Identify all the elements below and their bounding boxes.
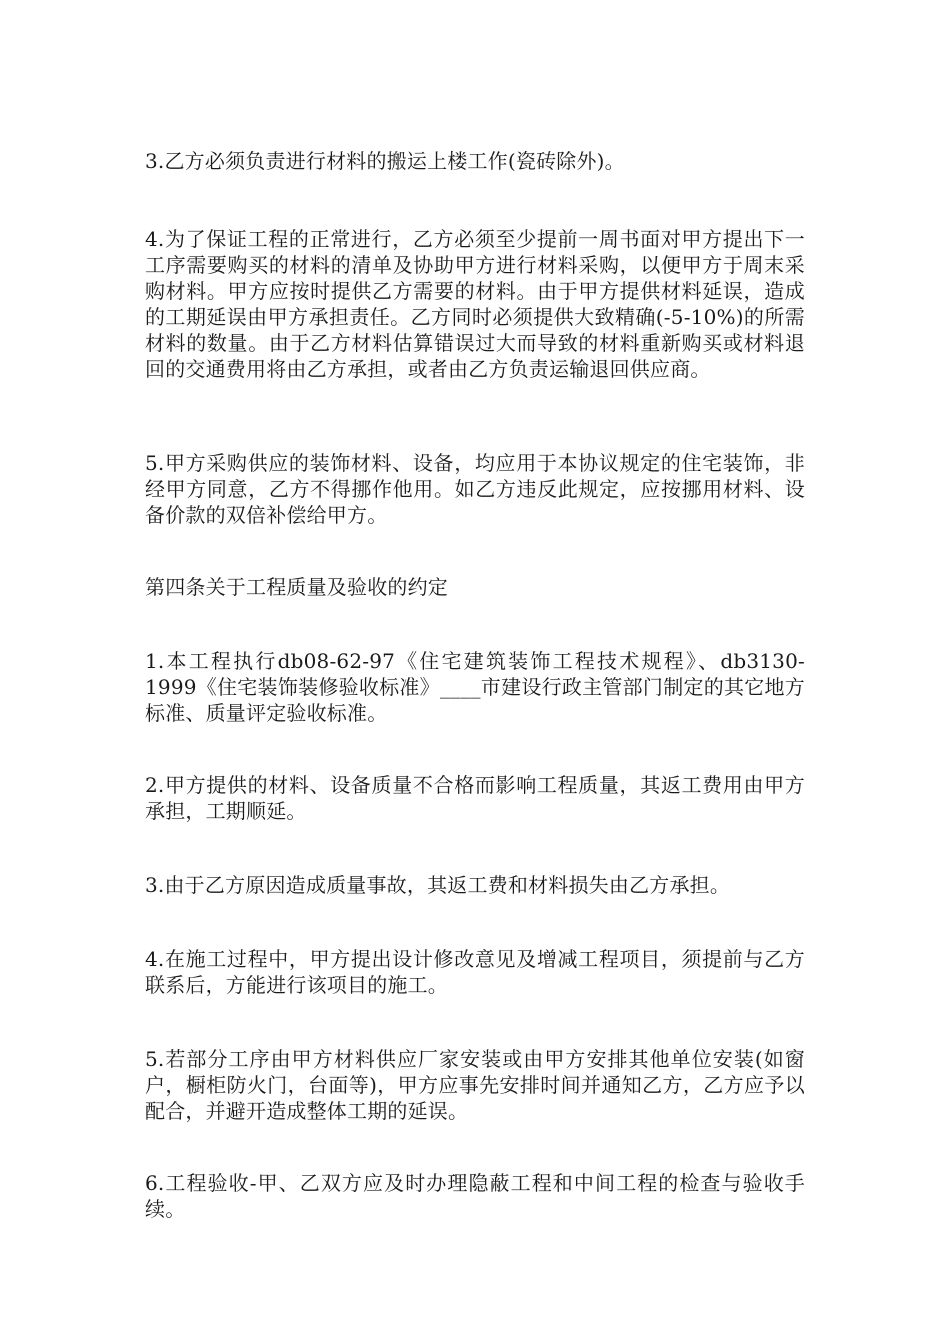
article-4-clause-3-quality: 3.由于乙方原因造成质量事故，其返工费和材料损失由乙方承担。 — [145, 873, 731, 897]
clause-4-material-purchase: 4.为了保证工程的正常进行，乙方必须至少提前一周书面对甲方提出下一工序需要购买的材料的清单及协助甲方进行材料采购，以便甲方于周末采购材料。甲方应按时提供乙方需要的材料。由于甲方提供材料延误，造成的工期延误由甲方承担责任。乙方同时必须提供大致精确(-5-10%)的所需材料的数量。由于乙方材料估算错误过大而导致的材料重新购买或材料退回的交通费用将由乙方承担，或者由乙方负责运输退回供应商。 — [145, 227, 805, 381]
article-4-heading: 第四条关于工程质量及验收的约定 — [145, 575, 448, 599]
clause-5-material-usage: 5.甲方采购供应的装饰材料、设备，均应用于本协议规定的住宅装饰，非经甲方同意，乙方不得挪作他用。如乙方违反此规定，应按挪用材料、设备价款的双倍补偿给甲方。 — [145, 451, 805, 527]
article-4-clause-1-standards: 1.本工程执行db08-62-97《住宅建筑装饰工程技术规程》、db3130-1999《住宅装饰装修验收标准》____市建设行政主管部门制定的其它地方标准、质量评定验收标准。 — [145, 649, 805, 725]
article-4-clause-6-acceptance: 6.工程验收-甲、乙双方应及时办理隐蔽工程和中间工程的检查与验收手续。 — [145, 1171, 805, 1221]
article-4-clause-4-design-change: 4.在施工过程中，甲方提出设计修改意见及增减工程项目，须提前与乙方联系后，方能进行该项目的施工。 — [145, 947, 805, 997]
article-4-clause-2-rework: 2.甲方提供的材料、设备质量不合格而影响工程质量，其返工费用由甲方承担，工期顺延。 — [145, 773, 805, 823]
article-4-clause-5-installation: 5.若部分工序由甲方材料供应厂家安装或由甲方安排其他单位安装(如窗户，橱柜防火门，台面等)，甲方应事先安排时间并通知乙方，乙方应予以配合，并避开造成整体工期的延误。 — [145, 1047, 805, 1123]
clause-3-material-carrying: 3.乙方必须负责进行材料的搬运上楼工作(瓷砖除外)。 — [145, 149, 625, 173]
